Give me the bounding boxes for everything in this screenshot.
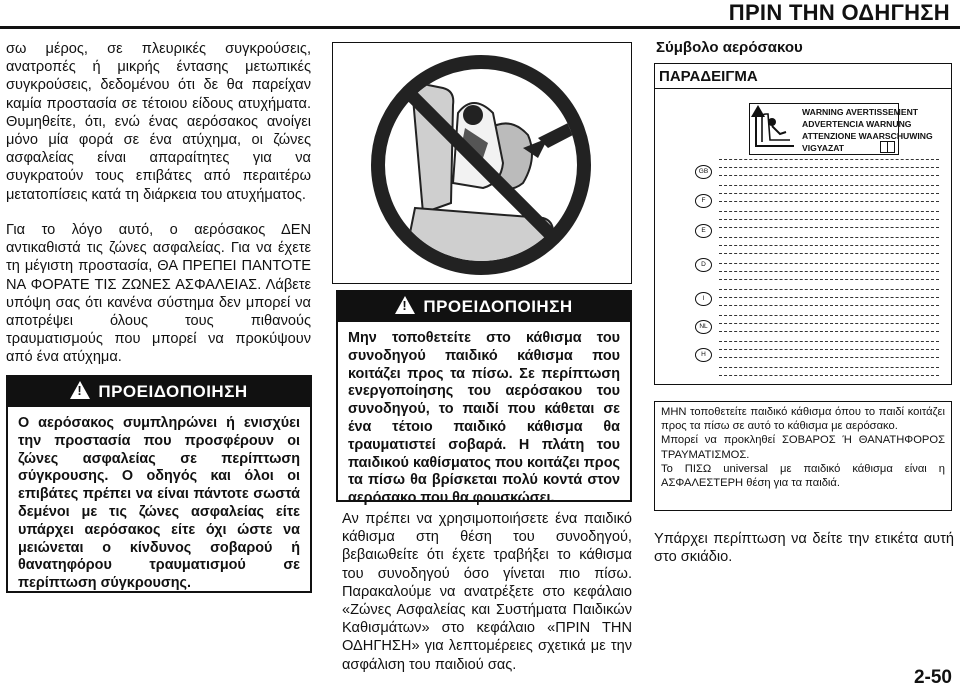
warning-triangle-icon: ! (70, 381, 90, 399)
no-rear-facing-seat-illustration (332, 42, 632, 284)
warning-header (8, 377, 310, 407)
child-seat-paragraph: Αν πρέπει να χρησιμοποιήσετε ένα παιδικό κάθισμα στη θέση του συνοδηγού, βεβαιωθείτε ότι έχετε τραβήξει το κάθισμα του συνοδηγού όσο γίνεται πιο πίσω. Παρακαλούμε να ανατρέξετε στο κεφάλαιο «Ζώνες Ασφαλείας και Συστήματα Παιδικών Καθισμάτων» στο κεφάλαιο «ΠΡΙΝ ΤΗΝ ΟΔΗΓΗΣΗ» για λεπτομέρειες σχετικά με την ασφάλιση του παιδιού σας. (342, 511, 632, 673)
text-placeholder-line (719, 175, 939, 176)
seatbelt-paragraph: Για το λόγο αυτό, ο αερόσακος ΔΕΝ αντικαθιστά τις ζώνες ασφαλείας. Για να έχετε τη μέγιστη προστασία, ΘΑ ΠΡΕΠΕΙ ΠΑΝΤΟΤΕ ΝΑ ΦΟΡΑΤΕ ΤΙΣ ΖΩΝΕΣ ΑΣΦΑΛΕΙΑΣ. Λάβετε υπόψη σας ότι κανένα σύστημα δεν μπορεί να αποτρέψει όλους τους πιθανούς τραυματισμούς που μπορεί να προκύψουν από ένα ατύχημα. (6, 222, 311, 366)
warning-text: Ο αερόσακος συμπληρώνει ή ενισχύει την προστασία που προσφέρουν οι ζώνες ασφαλείας σε περίπτωση σύγκρουσης. Ο οδηγός και όλοι οι επιβάτες πρέπει να είναι πάντοτε σωστά δεμένοι με τις ζώνες ασφαλείας είτε υπάρχει αερόσακος είτε όχι ώστε να μειώνεται ο κίνδυνος σοβαρού ή θανατηφόρου τραυματισμού σε περίπτωση σύγκρουσης. (18, 415, 300, 592)
book-icon (880, 141, 895, 153)
text-placeholder-line (719, 375, 939, 376)
warning-triangle-icon: ! (395, 296, 415, 314)
text-placeholder-line (719, 323, 939, 324)
text-placeholder-line (719, 167, 939, 168)
text-placeholder-line (719, 349, 939, 350)
text-placeholder-line (719, 211, 939, 212)
lang-badge-d: D (695, 258, 712, 272)
example-divider (655, 88, 951, 89)
text-placeholder-line (719, 331, 939, 332)
text-placeholder-line (719, 315, 939, 316)
airbag-label-example (654, 63, 952, 385)
lang-badge-f: F (695, 194, 712, 208)
warn-line-2: ADVERTENCIA WARNUNG (802, 119, 912, 129)
text-placeholder-line (719, 289, 939, 290)
text-placeholder-line (719, 341, 939, 342)
text-placeholder-line (719, 279, 939, 280)
text-placeholder-line (719, 185, 939, 186)
text-placeholder-line (719, 367, 939, 368)
lang-badge-h: H (695, 348, 712, 362)
airbag-symbol-title: Σύμβολο αερόσακου (656, 39, 803, 56)
warning-box-rear-facing-seat (336, 290, 632, 507)
warning-title: ΠΡΟΕΙΔΟΠΟΙΗΣΗ (98, 382, 248, 401)
text-placeholder-line (719, 219, 939, 220)
warning-box-airbag-supplement (6, 375, 312, 593)
lang-badge-gb: GB (695, 165, 712, 179)
warning-triangle-icon (751, 105, 765, 117)
text-placeholder-line (719, 305, 939, 306)
example-heading: ΠΑΡΑΔΕΙΓΜΑ (659, 68, 758, 85)
text-placeholder-line (719, 357, 939, 358)
text-placeholder-line (719, 271, 939, 272)
lang-badge-i: I (695, 292, 712, 306)
header-rule (0, 26, 960, 29)
page-number: 2-50 (913, 667, 952, 688)
text-placeholder-line (719, 227, 939, 228)
text-placeholder-line (719, 297, 939, 298)
page-header-title: ΠΡΙΝ ΤΗΝ ΟΔΗΓΗΣΗ (728, 0, 950, 25)
label-note-text: ΜΗΝ τοποθετείτε παιδικό κάθισμα όπου το παιδί κοιτάζει προς τα πίσω σε αυτό το κάθισμα με αερόσακο. Μπορεί να προκληθεί ΣΟΒΑΡΟΣ Ή ΘΑΝΑΤΗΦΟΡΟΣ ΤΡΑΥΜΑΤΙΣΜΟΣ. Το ΠΙΣΩ universal με παιδικό κάθισμα είναι η ΑΣΦΑΛΕΣΤΕΡΗ θέση για τα παιδιά. (654, 401, 952, 511)
lang-badge-nl: NL (695, 320, 712, 334)
text-placeholder-line (719, 201, 939, 202)
prohibited-child-seat-icon (333, 43, 631, 283)
sunvisor-paragraph: Υπάρχει περίπτωση να δείτε την ετικέτα αυτή στο σκιάδιο. (654, 531, 954, 566)
warning-header (338, 292, 630, 322)
text-placeholder-line (719, 193, 939, 194)
text-placeholder-line (719, 245, 939, 246)
multilingual-warning-label (749, 103, 933, 155)
lang-badge-e: E (695, 224, 712, 238)
warning-text: Μην τοποθετείτε στο κάθισμα του συνοδηγού παιδικό κάθισμα που κοιτάζει προς τα πίσω. Σε περίπτωση ενεργοποίησης του αερόσακου του συνοδηγού, το παιδί που κάθεται σε ένα τέτοιο παιδικό κάθισμα θα τραυματιστεί σοβαρά. Η πλάτη του παιδικού καθίσματος που κοιτάζει προς τα πίσω θα βρίσκεται πολύ κοντά στον αερόσακο που θα φουσκώσει. (348, 330, 620, 507)
text-placeholder-line (719, 159, 939, 160)
intro-paragraph: σω μέρος, σε πλευρικές συγκρούσεις, ανατροπές ή μικρής έντασης μετωπικές συγκρούσεις, δεδομένου ότι δε θα παρείχαν καμία προστασία σε τέτοιου είδους ατυχήματα. Θυμηθείτε, ότι, ενώ ένας αερόσακος ανοίγει μόνο μία φορά σε ένα ατύχημα, οι ζώνες ασφαλείας είναι απαραίτητες για να συγκρατούν τους επιβάτες από περαιτέρω μετατοπίσεις κατά τη διάρκεια του ατυχήματος. (6, 41, 311, 203)
text-placeholder-line (719, 253, 939, 254)
warn-line-4: VIGYAZAT (802, 143, 845, 153)
warning-title: ΠΡΟΕΙΔΟΠΟΙΗΣΗ (423, 297, 573, 316)
warn-line-3: ATTENZIONE WAARSCHUWING (802, 131, 933, 141)
text-placeholder-line (719, 263, 939, 264)
warn-line-1: WARNING AVERTISSEMENT (802, 107, 919, 117)
text-placeholder-line (719, 237, 939, 238)
